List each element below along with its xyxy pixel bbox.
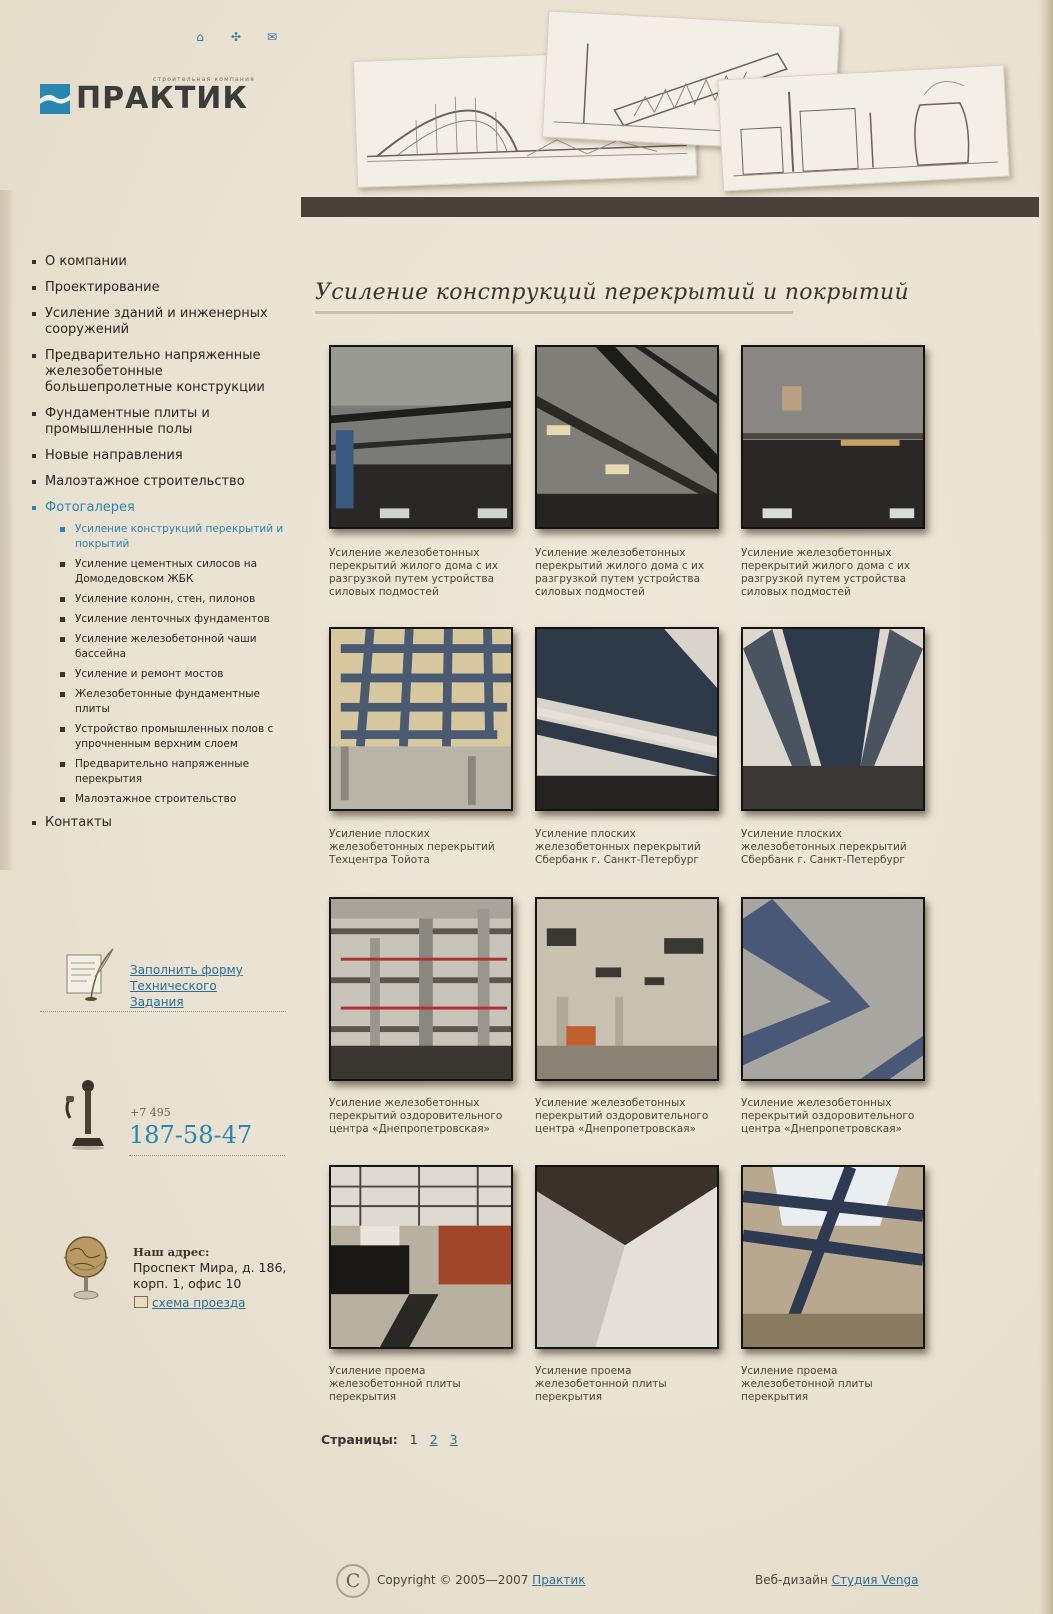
- address-label: Наш адрес:: [133, 1245, 210, 1259]
- nav-item-prestressed[interactable]: Предварительно напряженные железобетонные большепролетные конструкции: [32, 348, 292, 396]
- tech-task-widget: [40, 945, 286, 1012]
- photo-caption: Усиление плоских железобетонных перекрытий Сбербанк г. Санкт-Петербург: [535, 828, 701, 866]
- design-label: Веб-дизайн: [755, 1573, 828, 1587]
- subnav-item-foundation-slabs[interactable]: Железобетонные фундаментные плиты: [60, 687, 292, 717]
- phone-code: +7 495: [130, 1106, 171, 1119]
- tech-task-form-link[interactable]: Заполнить форму Технического Задания: [130, 963, 243, 1009]
- gallery-subnav: [60, 522, 292, 807]
- photo-caption: Усиление плоских железобетонных перекрытий Сбербанк г. Санкт-Петербург: [741, 828, 907, 866]
- page-2-link[interactable]: 2: [429, 1432, 438, 1447]
- nav-item-foundations[interactable]: Фундаментные плиты и промышленные полы: [32, 406, 292, 438]
- subnav-item-slabs[interactable]: Усиление конструкций перекрытий и покрытий: [60, 522, 292, 552]
- home-icon[interactable]: ⌂: [196, 30, 204, 44]
- photo-caption: Усиление железобетонных перекрытий жилого дома с их разгрузкой путем устройства силовых подмостей: [329, 547, 499, 598]
- photo-caption: Усиление железобетонных перекрытий оздоровительного центра «Днепропетровская»: [535, 1097, 709, 1135]
- sitemap-icon[interactable]: ✣: [230, 30, 242, 44]
- main-navigation: [32, 254, 292, 841]
- subnav-item-strip-foundations[interactable]: Усиление ленточных фундаментов: [60, 612, 292, 627]
- photo-gallery: [329, 345, 929, 1403]
- gallery-title: Усиление конструкций перекрытий и покрытий: [315, 280, 909, 305]
- globe-icon: [60, 1233, 112, 1305]
- gallery-photo[interactable]: [741, 1165, 925, 1349]
- map-icon: [134, 1296, 148, 1308]
- pagination-label: Страницы:: [321, 1432, 398, 1447]
- photo-caption: Усиление железобетонных перекрытий жилого дома с их разгрузкой путем устройства силовых подмостей: [535, 547, 705, 598]
- phone-divider: [129, 1155, 285, 1156]
- nav-item-design[interactable]: Проектирование: [32, 280, 292, 296]
- nav-item-about[interactable]: О компании: [32, 254, 292, 270]
- page-1-current: 1: [409, 1432, 418, 1447]
- copyright-text: Copyright © 2005—2007: [377, 1573, 529, 1587]
- gallery-photo[interactable]: [741, 345, 925, 529]
- gallery-photo[interactable]: [741, 627, 925, 811]
- subnav-item-silos[interactable]: Усиление цементных силосов на Домодедовском ЖБК: [60, 557, 292, 587]
- phone-number: 187-58-47: [129, 1121, 253, 1149]
- address-text: Проспект Мира, д. 186, корп. 1, офис 10: [133, 1260, 287, 1291]
- photo-caption: Усиление железобетонных перекрытий оздоровительного центра «Днепропетровская»: [329, 1097, 503, 1135]
- subnav-item-prestressed-slabs[interactable]: Предварительно напряженные перекрытия: [60, 757, 292, 787]
- nav-item-gallery[interactable]: Фотогалерея: [32, 500, 292, 516]
- logo-text: ПРАКТИК: [76, 81, 248, 116]
- photo-caption: Усиление плоских железобетонных перекрытий Техцентра Тойота: [329, 828, 495, 866]
- design-studio-link[interactable]: Студия Venga: [831, 1573, 919, 1587]
- header-sketch-plant: [717, 65, 1009, 192]
- photo-caption: Усиление железобетонных перекрытий жилого дома с их разгрузкой путем устройства силовых подмостей: [741, 547, 911, 598]
- footer-copyright: [377, 1573, 585, 1587]
- site-logo[interactable]: [40, 78, 260, 118]
- gallery-photo[interactable]: [535, 627, 719, 811]
- map-link[interactable]: [134, 1296, 246, 1310]
- footer-developer: [755, 1573, 919, 1587]
- nav-item-new-directions[interactable]: Новые направления: [32, 448, 292, 464]
- gallery-photo[interactable]: [329, 345, 513, 529]
- torn-paper-edge: [0, 190, 14, 870]
- header-divider-bar: [301, 197, 1039, 217]
- subnav-item-pool[interactable]: Усиление железобетонной чаши бассейна: [60, 632, 292, 662]
- telephone-icon: [58, 1078, 108, 1150]
- gallery-photo[interactable]: [535, 1165, 719, 1349]
- top-icon-bar: [193, 30, 279, 44]
- gallery-photo[interactable]: [329, 627, 513, 811]
- photo-caption: Усиление проема железобетонной плиты перекрытия: [329, 1365, 461, 1403]
- gallery-photo[interactable]: [329, 897, 513, 1081]
- gallery-photo[interactable]: [741, 897, 925, 1081]
- nav-item-low-rise[interactable]: Малоэтажное строительство: [32, 474, 292, 490]
- subnav-item-low-rise[interactable]: Малоэтажное строительство: [60, 792, 292, 807]
- paper-edge-shadow: [1039, 0, 1053, 1614]
- gallery-photo[interactable]: [535, 897, 719, 1081]
- title-underline: [315, 311, 793, 314]
- gallery-photo[interactable]: [535, 345, 719, 529]
- mail-icon[interactable]: ✉: [266, 30, 278, 44]
- subnav-item-industrial-floors[interactable]: Устройство промышленных полов с упрочненным верхним слоем: [60, 722, 292, 752]
- photo-caption: Усиление проема железобетонной плиты перекрытия: [535, 1365, 667, 1403]
- nav-item-reinforcement[interactable]: Усиление зданий и инженерных сооружений: [32, 306, 292, 338]
- nav-item-contacts[interactable]: Контакты: [32, 815, 292, 831]
- copyright-icon: C: [336, 1564, 370, 1598]
- form-quill-icon: [65, 947, 115, 1003]
- photo-caption: Усиление проема железобетонной плиты перекрытия: [741, 1365, 873, 1403]
- subnav-item-bridges[interactable]: Усиление и ремонт мостов: [60, 667, 292, 682]
- logo-mark-icon: [40, 84, 70, 114]
- copyright-company-link[interactable]: Практик: [532, 1573, 586, 1587]
- map-link-label[interactable]: схема проезда: [152, 1296, 246, 1310]
- pagination: [321, 1432, 466, 1447]
- gallery-photo[interactable]: [329, 1165, 513, 1349]
- logo-subtitle: строительная компания: [153, 76, 255, 83]
- photo-caption: Усиление железобетонных перекрытий оздоровительного центра «Днепропетровская»: [741, 1097, 915, 1135]
- subnav-item-columns[interactable]: Усиление колонн, стен, пилонов: [60, 592, 292, 607]
- page-3-link[interactable]: 3: [449, 1432, 458, 1447]
